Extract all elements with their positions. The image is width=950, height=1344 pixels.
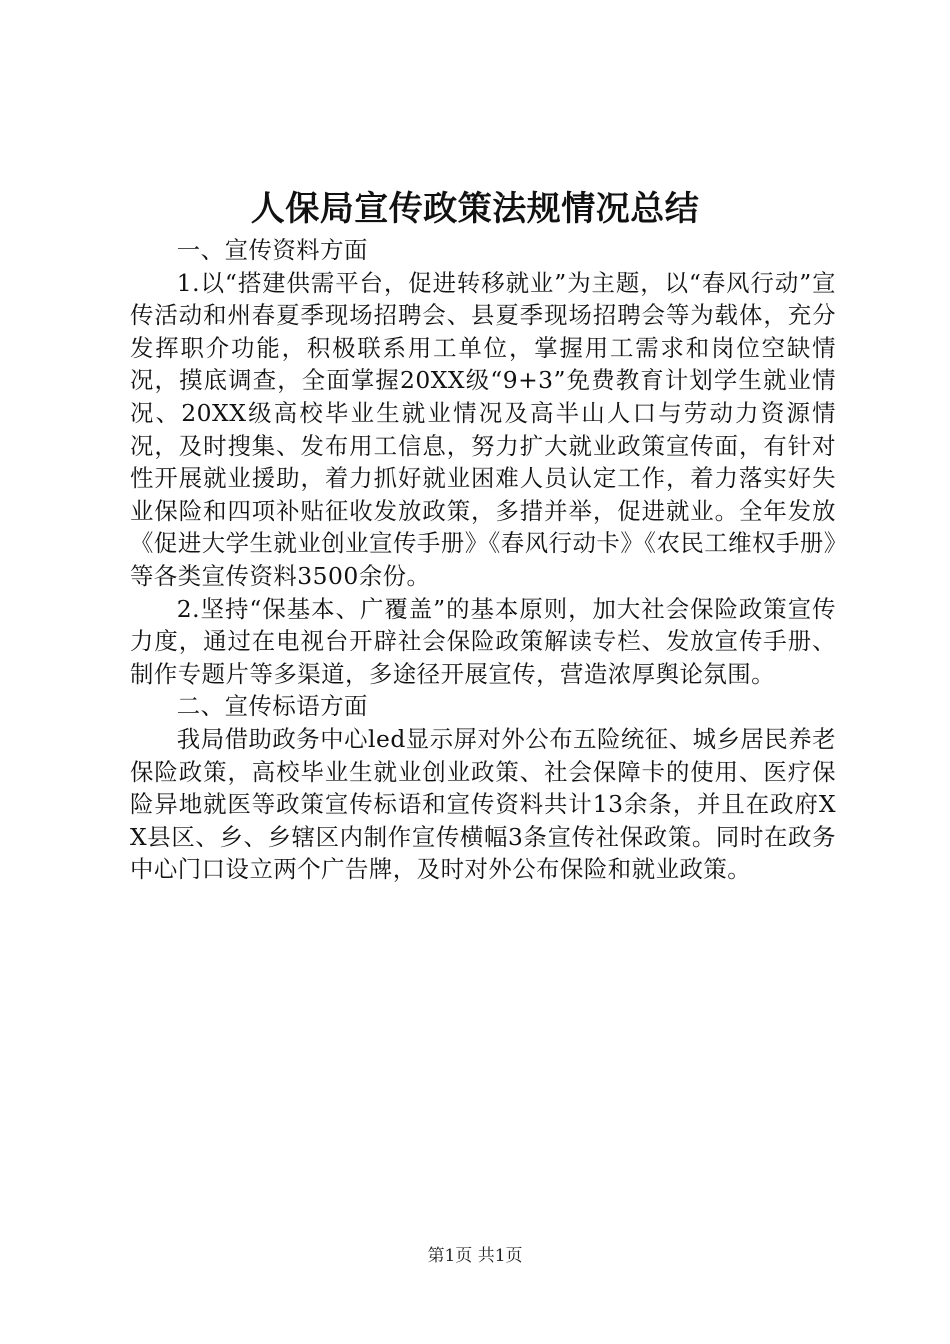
paragraph-employment-promotion: 1.以“搭建供需平台，促进转移就业”为主题，以“春风行动”宣传活动和州春夏季现场招聘会、县夏季现场招聘会等为载体，充分发挥职介功能，积极联系用工单位，掌握用工需求和岗位空缺情况，摸底调查，全面掌握20XX级“9+3”免费教育计划学生就业情况、20XX级高校毕业生就业情况及高半山人口与劳动力资源情况，及时搜集、发布用工信息，努力扩大就业政策宣传面，有针对性开展就业援助，着力抓好就业困难人员认定工作，着力落实好失业保险和四项补贴征收发放政策，多措并举，促进就业。全年发放《促进大学生就业创业宣传手册》《春风行动卡》《农民工维权手册》等各类宣传资料3500余份。: [130, 268, 836, 590]
document-body: [130, 234, 836, 886]
page-number-footer: 第1页 共1页: [427, 1246, 523, 1266]
paragraph-social-insurance: 2.坚持“保基本、广覆盖”的基本原则，加大社会保险政策宣传力度，通过在电视台开辟社会保险政策解读专栏、发放宣传手册、制作专题片等多渠道，多途径开展宣传，营造浓厚舆论氛围。: [130, 594, 836, 688]
section-heading-materials: 一、宣传资料方面: [176, 236, 368, 264]
document-title: 人保局宣传政策法规情况总结: [250, 189, 700, 229]
paragraph-slogans: 我局借助政务中心led显示屏对外公布五险统征、城乡居民养老保险政策，高校毕业生就业创业政策、社会保障卡的使用、医疗保险异地就医等政策宣传标语和宣传资料共计13余条，并且在政府XX县区、乡、乡辖区内制作宣传横幅3条宣传社保政策。同时在政务中心门口设立两个广告牌，及时对外公布保险和就业政策。: [130, 724, 836, 884]
section-heading-slogans: 二、宣传标语方面: [176, 692, 368, 721]
